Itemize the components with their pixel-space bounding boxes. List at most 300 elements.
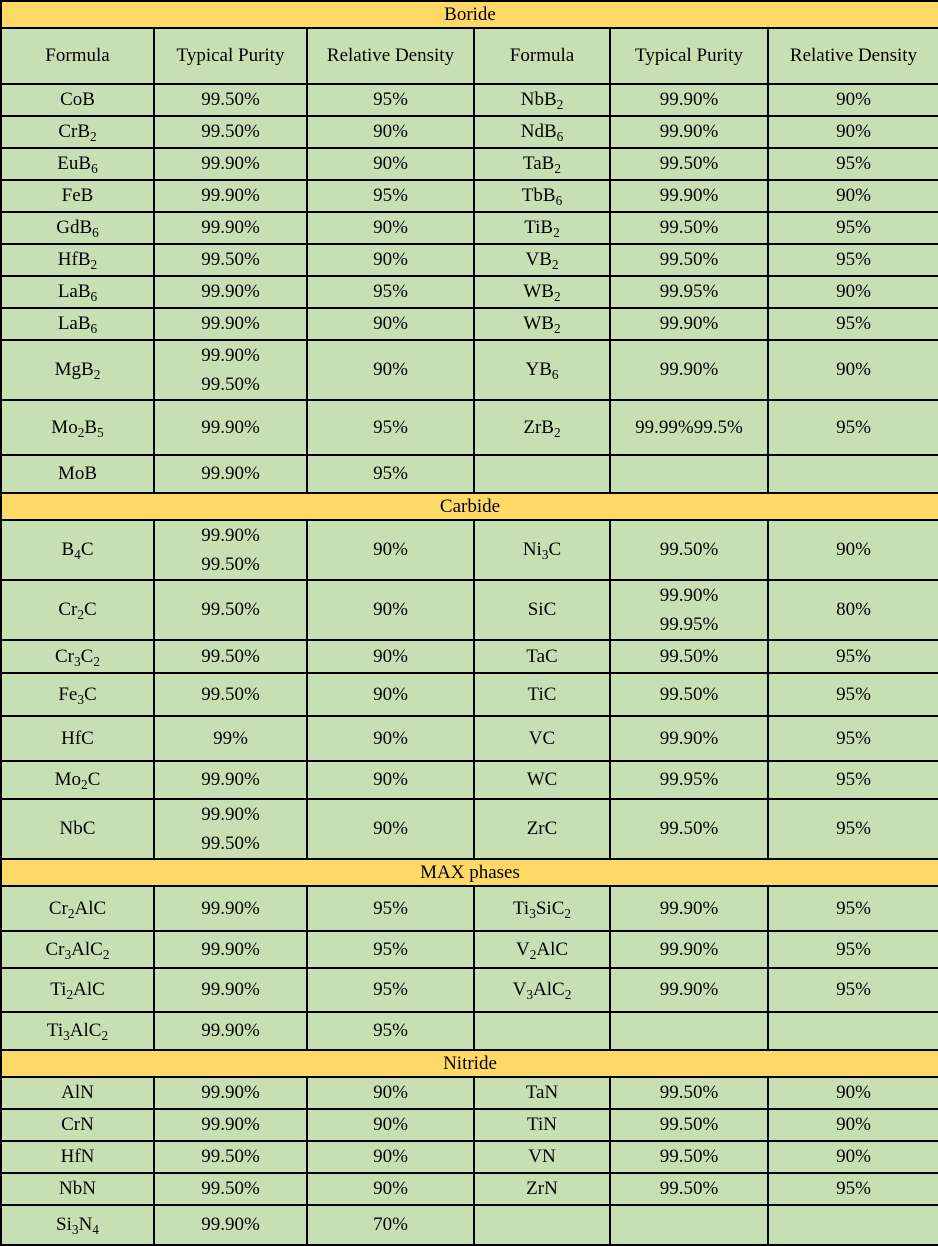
purity-cell (154, 340, 307, 400)
cell-value: 99.50% (201, 249, 260, 270)
cell-value: 99.90% (659, 727, 719, 749)
density-cell (768, 520, 938, 580)
density-cell (768, 1012, 938, 1050)
formula-cell (474, 276, 610, 308)
formula-cell (1, 84, 154, 116)
formula-text: C (80, 645, 94, 667)
formula-text: TaB (522, 153, 555, 174)
density-cell (307, 673, 474, 716)
cell-value: 99.90% (201, 1082, 260, 1103)
formula-text: C (83, 599, 97, 620)
formula-cell (1, 116, 154, 148)
formula-cell (1, 520, 154, 580)
purity-cell (610, 1173, 768, 1205)
cell-value: 90% (836, 539, 871, 560)
cell-value: 99.90% (201, 345, 260, 366)
section-title: Boride (1, 1, 938, 28)
cell-value: 90% (373, 1114, 408, 1135)
cell-value: 99.50% (659, 818, 719, 839)
cell-value: 95% (836, 769, 871, 790)
formula-cell (474, 308, 610, 340)
formula-subscript: 2 (553, 424, 561, 440)
section-title: Nitride (1, 1050, 938, 1077)
cell-value: 99.50% (659, 217, 719, 238)
density-cell (307, 640, 474, 673)
density-cell (307, 799, 474, 859)
table-row (1, 1205, 938, 1245)
table-row (1, 308, 938, 340)
cell-value: 90% (836, 185, 871, 206)
formula-subscript: 2 (66, 986, 74, 1002)
density-cell (307, 340, 474, 400)
formula-text: ZrN (526, 1178, 558, 1199)
purity-cell (610, 148, 768, 180)
formula-cell (1, 308, 154, 340)
purity-cell (154, 886, 307, 931)
purity-cell (154, 968, 307, 1012)
cell-value: 99.50% (659, 645, 719, 667)
density-cell (307, 148, 474, 180)
cell-value: 99.50% (659, 1114, 719, 1135)
cell-value: 95% (373, 416, 408, 438)
cell-value: 95% (836, 217, 871, 238)
formula-text: VC (528, 727, 556, 749)
cell-value: 95% (836, 313, 871, 334)
table-row (1, 673, 938, 716)
cell-value: 99.90% (201, 1020, 260, 1041)
formula-cell (1, 340, 154, 400)
section-title: Carbide (1, 493, 938, 520)
formula-text: N (78, 1214, 93, 1235)
formula-cell (474, 400, 610, 455)
purity-cell (610, 1141, 768, 1173)
formula-cell (474, 1109, 610, 1141)
formula-cell (474, 968, 610, 1012)
density-cell (307, 1077, 474, 1109)
formula-text: C (548, 539, 562, 560)
formula-cell (474, 455, 610, 493)
purity-cell (154, 716, 307, 761)
formula-text: Ti (46, 1020, 64, 1041)
purity-cell (610, 1205, 768, 1245)
density-cell (307, 455, 474, 493)
formula-text: WB (523, 313, 554, 334)
formula-text: Ti (50, 979, 67, 1000)
density-cell (768, 968, 938, 1012)
purity-cell (610, 340, 768, 400)
purity-cell (610, 580, 768, 640)
cell-value: 95% (373, 89, 408, 110)
cell-value: 90% (836, 121, 871, 142)
density-cell (768, 799, 938, 859)
purity-cell (154, 799, 307, 859)
density-cell (307, 180, 474, 212)
table-row (1, 276, 938, 308)
table-row (1, 148, 938, 180)
density-cell (768, 455, 938, 493)
cell-value: 90% (373, 217, 408, 238)
cell-value: 90% (373, 1082, 408, 1103)
density-cell (307, 1109, 474, 1141)
cell-value: 95% (373, 463, 408, 484)
formula-subscript: 2 (529, 946, 537, 962)
cell-value: 99.50% (201, 833, 260, 854)
formula-subscript: 2 (102, 946, 110, 962)
cell-value: 90% (373, 683, 408, 705)
density-cell (768, 931, 938, 968)
formula-cell (1, 1012, 154, 1050)
density-cell (768, 116, 938, 148)
cell-value: 90% (836, 359, 871, 380)
formula-cell (474, 1141, 610, 1173)
table-row (1, 84, 938, 116)
formula-cell (1, 180, 154, 212)
formula-text: AlC (533, 979, 565, 1000)
formula-cell (1, 931, 154, 968)
formula-text: TiB (524, 217, 554, 238)
formula-text: Ti (512, 897, 530, 919)
purity-cell (610, 931, 768, 968)
formula-cell (1, 1205, 154, 1245)
formula-subscript: 3 (64, 946, 72, 962)
cell-value: 99.50% (201, 683, 260, 705)
formula-text: TaC (526, 645, 558, 667)
cell-value: 99.50% (659, 1178, 719, 1199)
purity-cell (154, 1173, 307, 1205)
formula-cell (474, 340, 610, 400)
cell-value: 95% (836, 645, 871, 667)
density-cell (307, 1012, 474, 1050)
formula-text: B (84, 416, 98, 438)
formula-subscript: 6 (92, 224, 99, 240)
cell-value: 99.95% (659, 281, 719, 302)
formula-subscript: 2 (553, 288, 561, 304)
formula-cell (474, 1205, 610, 1245)
formula-cell (474, 580, 610, 640)
density-cell (307, 580, 474, 640)
cell-value: 95% (836, 249, 871, 270)
cell-value: 90% (373, 727, 408, 749)
formula-cell (1, 1109, 154, 1141)
formula-text: SiC (527, 599, 557, 620)
density-cell (307, 116, 474, 148)
cell-value: 99.90% (201, 281, 260, 302)
formula-cell (474, 931, 610, 968)
cell-value: 95% (836, 683, 871, 705)
cell-value: 99.90% (659, 979, 719, 1000)
cell-value: 99.90% (659, 313, 719, 334)
formula-cell (474, 180, 610, 212)
density-cell (307, 716, 474, 761)
formula-subscript: 3 (541, 546, 549, 562)
cell-value: 99.50% (201, 645, 260, 667)
cell-value: 99.90% (659, 185, 719, 206)
density-cell (307, 1141, 474, 1173)
density-cell (768, 276, 938, 308)
density-cell (768, 716, 938, 761)
cell-value: 70% (373, 1214, 408, 1235)
section-row (1, 493, 938, 520)
table-row (1, 180, 938, 212)
table-row (1, 799, 938, 859)
density-cell (768, 1205, 938, 1245)
cell-value: 95% (836, 979, 871, 1000)
formula-text: VN (528, 1146, 556, 1167)
cell-value: 95% (836, 818, 871, 839)
column-header-row (1, 28, 938, 84)
formula-text: AlC (536, 938, 569, 960)
formula-subscript: 2 (556, 96, 564, 112)
formula-subscript: 3 (526, 986, 534, 1002)
formula-text: MoB (57, 463, 98, 484)
formula-text: V (515, 938, 530, 960)
purity-cell (610, 1012, 768, 1050)
cell-value: 90% (373, 599, 408, 620)
formula-text: SiC (535, 897, 565, 919)
purity-cell (610, 308, 768, 340)
purity-cell (610, 673, 768, 716)
cell-value: 99.50% (659, 1146, 719, 1167)
density-cell (768, 400, 938, 455)
density-cell (307, 276, 474, 308)
density-cell (768, 84, 938, 116)
purity-cell (610, 886, 768, 931)
cell-value: 90% (373, 645, 408, 667)
density-cell (768, 580, 938, 640)
cell-value: 95% (836, 1178, 871, 1199)
formula-cell (474, 886, 610, 931)
cell-value: 99.50% (201, 554, 260, 575)
table-row (1, 244, 938, 276)
formula-cell (1, 1077, 154, 1109)
table-row (1, 931, 938, 968)
density-cell (768, 673, 938, 716)
cell-value: 90% (373, 121, 408, 142)
formula-subscript: 2 (81, 776, 88, 792)
formula-subscript: 3 (74, 653, 81, 669)
formula-cell (474, 84, 610, 116)
cell-value: 99.95% (659, 769, 719, 790)
formula-text: Cr (45, 938, 65, 960)
cell-value: 90% (836, 1082, 871, 1103)
purity-cell (610, 799, 768, 859)
formula-text: WC (526, 769, 558, 790)
purity-cell (154, 931, 307, 968)
cell-value: 99.90% (201, 804, 260, 825)
purity-cell (154, 1012, 307, 1050)
formula-text: V (512, 979, 527, 1000)
formula-subscript: 5 (97, 424, 104, 440)
purity-cell (154, 116, 307, 148)
density-cell (307, 400, 474, 455)
formula-subscript: 2 (553, 224, 560, 240)
formula-cell (1, 640, 154, 673)
formula-text: AlC (71, 938, 103, 960)
cell-value: 90% (373, 1146, 408, 1167)
table-row (1, 455, 938, 493)
purity-cell (154, 308, 307, 340)
formula-cell (474, 148, 610, 180)
table-row (1, 1109, 938, 1141)
formula-subscript: 6 (91, 160, 98, 176)
formula-text: CrB (58, 121, 91, 142)
purity-cell (154, 673, 307, 716)
formula-text: B (61, 539, 75, 560)
density-cell (768, 1077, 938, 1109)
formula-text: VB (525, 249, 552, 270)
cell-value: 90% (373, 539, 408, 560)
purity-cell (154, 212, 307, 244)
table-row (1, 968, 938, 1012)
purity-cell (154, 761, 307, 799)
table-row (1, 520, 938, 580)
formula-text: Mo (51, 416, 78, 438)
formula-text: WB (523, 281, 554, 302)
cell-value: 99.50% (659, 1082, 719, 1103)
formula-text: TaN (525, 1082, 559, 1103)
formula-text: Cr (55, 645, 74, 667)
formula-cell (1, 212, 154, 244)
purity-cell (154, 580, 307, 640)
formula-text: LaB (57, 281, 91, 302)
density-cell (768, 148, 938, 180)
formula-text: TiC (527, 683, 557, 705)
density-cell (768, 886, 938, 931)
formula-text: ZrB (523, 416, 554, 438)
density-cell (307, 1205, 474, 1245)
formula-text: LaB (57, 313, 91, 334)
column-header: Formula (1, 28, 154, 84)
cell-value: 99.50% (201, 121, 260, 142)
density-cell (307, 886, 474, 931)
purity-cell (610, 276, 768, 308)
column-header: Formula (474, 28, 610, 84)
purity-cell (154, 455, 307, 493)
table-row (1, 116, 938, 148)
cell-value: 95% (836, 416, 871, 438)
section-row (1, 1, 938, 28)
formula-cell (474, 1012, 610, 1050)
formula-cell (1, 716, 154, 761)
formula-subscript: 2 (553, 320, 561, 336)
cell-value: 95% (373, 281, 408, 302)
formula-subscript: 4 (92, 1221, 99, 1237)
cell-value: 99.90% (659, 121, 719, 142)
formula-subscript: 3 (71, 1221, 79, 1237)
formula-cell (474, 212, 610, 244)
formula-text: Mo (54, 769, 82, 790)
formula-subscript: 2 (77, 606, 84, 622)
formula-text: Si (56, 1214, 72, 1235)
cell-value: 95% (373, 897, 408, 919)
formula-text: HfN (60, 1146, 95, 1167)
purity-cell (610, 400, 768, 455)
cell-value: 99.90% (201, 938, 260, 960)
table-row (1, 1141, 938, 1173)
cell-value: 99.90% (201, 979, 260, 1000)
formula-cell (1, 148, 154, 180)
cell-value: 99.90% (201, 897, 260, 919)
formula-cell (474, 244, 610, 276)
formula-subscript: 2 (93, 366, 101, 382)
table-row (1, 580, 938, 640)
section-row (1, 859, 938, 886)
formula-cell (1, 455, 154, 493)
table-row (1, 640, 938, 673)
formula-cell (474, 761, 610, 799)
formula-text: NbC (59, 818, 96, 839)
table-row (1, 886, 938, 931)
purity-cell (610, 520, 768, 580)
formula-subscript: 2 (551, 256, 559, 272)
purity-cell (154, 84, 307, 116)
cell-value: 90% (836, 281, 871, 302)
formula-text: GdB (56, 217, 93, 238)
formula-text: YB (525, 359, 552, 380)
purity-cell (154, 1077, 307, 1109)
formula-cell (1, 673, 154, 716)
cell-value: 99.50% (201, 599, 260, 620)
section-row (1, 1050, 938, 1077)
cell-value: 90% (836, 1146, 871, 1167)
cell-value: 95% (836, 727, 871, 749)
formula-subscript: 2 (564, 986, 572, 1002)
cell-value: 99.50% (201, 374, 260, 395)
formula-cell (1, 276, 154, 308)
cell-value: 99.90% (201, 463, 260, 484)
formula-subscript: 2 (101, 1027, 109, 1043)
formula-cell (1, 1173, 154, 1205)
cell-value: 90% (373, 818, 408, 839)
formula-subscript: 6 (556, 128, 564, 144)
cell-value: 99.50% (201, 89, 260, 110)
formula-subscript: 3 (63, 1027, 70, 1043)
formula-text: Ni (522, 539, 542, 560)
cell-value: 90% (373, 1178, 408, 1199)
purity-cell (154, 400, 307, 455)
column-header: Relative Density (768, 28, 938, 84)
cell-value: 99.50% (201, 1178, 260, 1199)
formula-text: NbN (59, 1178, 96, 1199)
purity-cell (154, 640, 307, 673)
table-row (1, 1012, 938, 1050)
formula-subscript: 2 (90, 256, 98, 272)
table-row (1, 340, 938, 400)
formula-cell (474, 799, 610, 859)
density-cell (307, 761, 474, 799)
density-cell (768, 1173, 938, 1205)
section-title: MAX phases (1, 859, 938, 886)
purity-cell (154, 180, 307, 212)
cell-value: 95% (373, 1020, 408, 1041)
formula-text: TbB (521, 185, 556, 206)
density-cell (307, 520, 474, 580)
density-cell (307, 968, 474, 1012)
cell-value: 99.90% (659, 359, 719, 380)
formula-text: EuB (57, 153, 92, 174)
cell-value: 99.99%99.5% (635, 416, 743, 438)
formula-subscript: 6 (555, 192, 563, 208)
formula-text: C (87, 769, 101, 790)
table-body (1, 1, 938, 1245)
formula-cell (1, 799, 154, 859)
cell-value: 90% (373, 313, 408, 334)
table-row (1, 1173, 938, 1205)
formula-text: ZrC (526, 818, 558, 839)
cell-value: 95% (373, 938, 408, 960)
formula-subscript: 3 (77, 691, 84, 707)
formula-cell (1, 400, 154, 455)
